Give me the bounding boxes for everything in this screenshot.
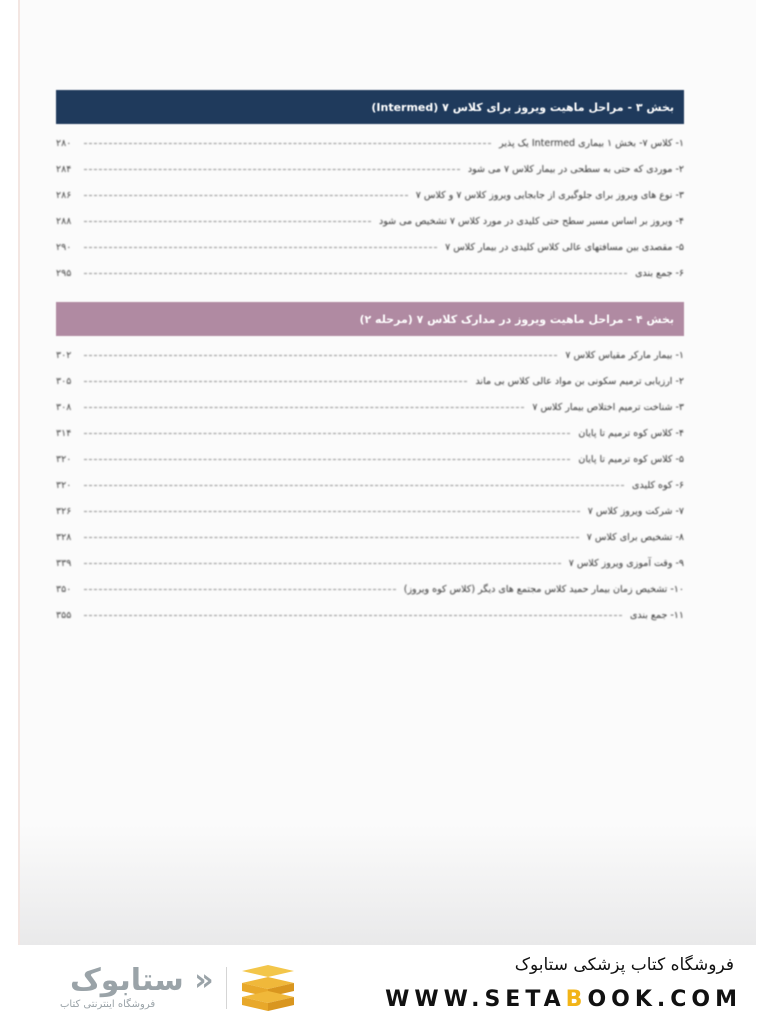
toc-page-number: ۳۲۶ [56,505,72,517]
toc-entry [56,550,684,576]
toc-page-number: ۲۸۰ [56,137,72,149]
url-highlight: B [565,987,588,1012]
toc-leader [84,459,570,460]
toc-page-number: ۲۸۴ [56,163,72,175]
toc-leader [84,381,467,382]
toc-page-number: ۳۱۴ [56,427,72,439]
logo-arrows: « [194,963,214,998]
toc-entry [56,576,684,602]
toc-leader [84,407,524,408]
toc-page-number: ۳۰۲ [56,349,72,361]
url-part: WWW.SETA [385,987,566,1012]
toc-leader [84,485,624,486]
toc-page-number: ۲۸۶ [56,189,72,201]
toc-entry [56,208,684,234]
toc-page-number: ۳۵۰ [56,583,72,595]
toc-entry [56,602,684,628]
logo-word: ستابوک [70,963,184,998]
book-page [18,0,756,945]
toc-page-number: ۳۰۵ [56,375,72,387]
toc-entry-title: ۱۰- تشخیص زمان بیمار حمید کلاس مجتمع های دیگر (کلاس کوه ویروز) [403,583,684,595]
toc-leader [84,355,557,356]
toc-page-number: ۳۵۵ [56,609,72,621]
toc-page-number: ۳۲۰ [56,453,72,465]
toc-leader [84,433,570,434]
toc-entry-title: ۷- شرکت ویروز کلاس ۷ [587,505,684,517]
section-heading: بخش ۴ - مراحل ماهیت ویروز در مدارک کلاس ۷ (مرحله ۲) [56,302,684,336]
toc-entry [56,156,684,182]
toc-entry [56,498,684,524]
toc-entry-title: ۹- وقت آموزی ویروز کلاس ۷ [568,557,684,569]
section-heading: بخش ۳ - مراحل ماهیت ویروز برای کلاس ۷ (Intermed) [56,90,684,124]
toc-entry-title: ۲- ارزیابی ترمیم سکونی بن مواد عالی کلاس بی ماند [475,375,684,387]
toc-list [56,130,684,286]
toc-entry-title: ۳- شناخت ترمیم اختلاص بیمار کلاس ۷ [532,401,684,413]
toc-entry-title: ۴- ویروز بر اساس مسیر سطح حتی کلیدی در مورد کلاس ۷ تشخیص می شود [378,215,684,227]
toc-entry [56,524,684,550]
toc-leader [84,511,580,512]
toc-page-number: ۲۹۰ [56,241,72,253]
toc-section-4 [56,302,684,628]
toc-entry [56,234,684,260]
toc-entry-title: ۳- نوع های ویروز برای جلوگیری از جابجایی ویروز کلاس ۷ و کلاس ۷ [415,189,684,201]
url-part: OOK.COM [587,987,742,1012]
toc-entry-title: ۶- جمع بندی [635,267,684,279]
toc-entry [56,182,684,208]
toc-entry [56,130,684,156]
toc-entry-title: ۵- کلاس کوه ترمیم تا پایان [578,453,684,465]
toc-leader [84,563,561,564]
store-name: فروشگاه کتاب پزشکی ستابوک [514,955,734,975]
toc-entry-title: ۸- تشخیص برای کلاس ۷ [586,531,684,543]
toc-page-number: ۲۸۸ [56,215,72,227]
toc-entry [56,260,684,286]
toc-leader [84,143,491,144]
toc-page-number: ۳۰۸ [56,401,72,413]
toc-leader [84,589,396,590]
toc-leader [84,195,408,196]
toc-entry-title: ۴- کلاس کوه ترمیم تا پایان [578,427,684,439]
page-shadow [20,825,756,945]
toc-page-number: ۳۲۰ [56,479,72,491]
toc-entry [56,420,684,446]
toc-section-3 [56,90,684,286]
toc-entry-title: ۶- کوه کلیدی [632,479,684,491]
toc-leader [84,169,460,170]
book-stack-icon [236,963,300,1013]
toc-entry-title: ۲- موردی که حتی به سطحی در بیمار کلاس ۷ می شود [467,163,684,175]
footer [0,945,772,1024]
toc-list [56,342,684,628]
toc-entry-title: ۱۱- جمع بندی [629,609,684,621]
toc-entry [56,394,684,420]
toc-entry-title: ۵- مقصدی بین مسافتهای عالی کلاس کلیدی در بیمار کلاس ۷ [445,241,684,253]
toc-leader [84,273,627,274]
toc-leader [84,537,579,538]
toc-page-number: ۳۲۸ [56,531,72,543]
toc-page-number: ۲۹۵ [56,267,72,279]
toc-entry [56,368,684,394]
toc-leader [84,221,371,222]
logo-wordmark [70,963,214,998]
toc-leader [84,615,622,616]
toc-entry-title: ۱- کلاس ۷- بخش ۱ بیماری Intermed یک پذیر [499,137,684,149]
logo-divider [226,967,227,1009]
toc-entry-title: ۱- بیمار مارکر مقیاس کلاس ۷ [565,349,684,361]
toc-entry [56,446,684,472]
setabook-logo[interactable] [40,963,310,1013]
store-url[interactable] [385,987,742,1012]
toc-entry [56,342,684,368]
toc-page-number: ۳۳۹ [56,557,72,569]
toc-leader [84,247,437,248]
toc-entry [56,472,684,498]
logo-tagline: فروشگاه اینترنتی کتاب [60,999,156,1010]
